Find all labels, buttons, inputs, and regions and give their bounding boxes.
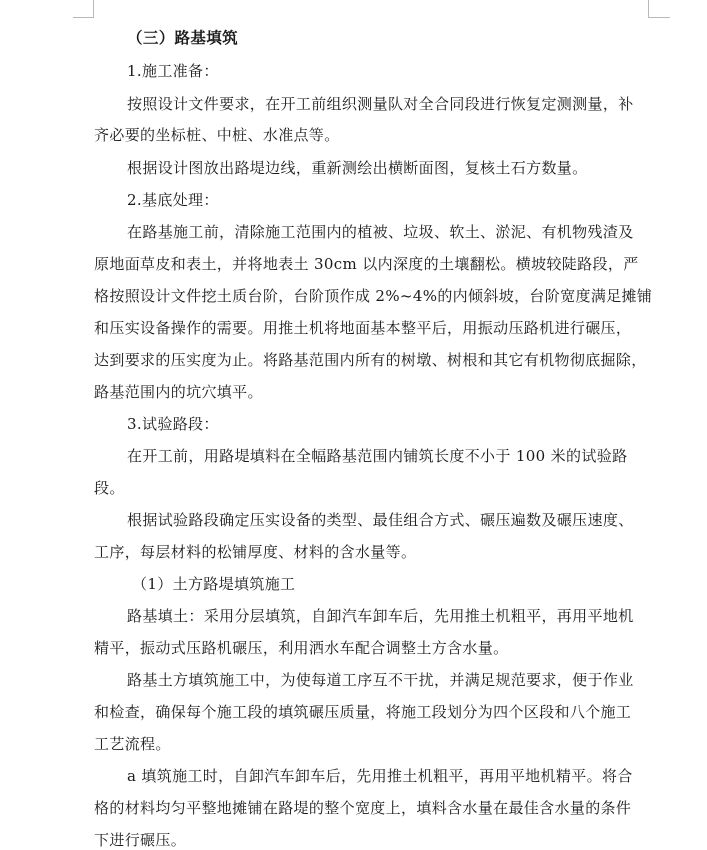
paragraph-line: 和压实设备操作的需要。用推土机将地面基本整平后，用振动压路机进行碾压， <box>94 319 632 337</box>
paragraph-line: 在路基施工前，清除施工范围内的植被、垃圾、软土、淤泥、有机物残渣及 <box>127 223 634 241</box>
subsection-heading: 3.试验路段： <box>127 415 219 433</box>
paragraph-line: 根据设计图放出路堤边线，重新测绘出横断面图，复核土石方数量。 <box>127 159 588 177</box>
paragraph-line: 工序，每层材料的松铺厚度、材料的含水量等。 <box>94 543 417 561</box>
crop-mark-top-right <box>648 0 649 17</box>
paragraph-line: 达到要求的压实度为止。将路基范围内所有的树墩、树根和其它有机物彻底掘除， <box>94 351 647 369</box>
paragraph-line: 在开工前，用路堤填料在全幅路基范围内铺筑长度不小于 100 米的试验路 <box>127 447 628 465</box>
paragraph-line: 下进行碾压。 <box>94 831 187 849</box>
paragraph-line: 和检查，确保每个施工段的填筑碾压质量，将施工段划分为四个区段和八个施工 <box>94 703 632 721</box>
subsection-heading: 1.施工准备： <box>127 62 219 80</box>
paragraph-line: 工艺流程。 <box>94 735 171 753</box>
paragraph-line: 精平，振动式压路机碾压，利用洒水车配合调整土方含水量。 <box>94 639 509 657</box>
paragraph-line: 格按照设计文件挖土质台阶，台阶顶作成 2%~4%的内倾斜坡，台阶宽度满足摊铺 <box>94 287 653 305</box>
paragraph-line: 按照设计文件要求，在开工前组织测量队对全合同段进行恢复定测测量，补 <box>127 95 634 113</box>
crop-mark-top-right <box>648 17 670 18</box>
paragraph-line: 根据试验路段确定压实设备的类型、最佳组合方式、碾压遍数及碾压速度、 <box>127 511 634 529</box>
paragraph-line: 原地面草皮和表土，并将地表土 30cm 以内深度的土壤翻松。横坡较陡路段，严 <box>94 255 639 273</box>
crop-mark-top-left <box>93 0 94 17</box>
paragraph-line: 齐必要的坐标桩、中桩、水准点等。 <box>94 126 340 144</box>
paragraph-line: 路基填土：采用分层填筑，自卸汽车卸车后，先用推土机粗平，再用平地机 <box>127 607 634 625</box>
section-heading: （三）路基填筑 <box>127 28 238 47</box>
crop-mark-top-left <box>73 17 94 18</box>
subsection-heading: （1）土方路堤填筑施工 <box>132 575 296 593</box>
paragraph-line: a 填筑施工时，自卸汽车卸车后，先用推土机粗平，再用平地机精平。将合 <box>127 767 633 785</box>
paragraph-line: 路基土方填筑施工中，为使每道工序互不干扰，并满足规范要求，便于作业 <box>127 671 634 689</box>
paragraph-line: 段。 <box>94 479 125 497</box>
subsection-heading: 2.基底处理： <box>127 191 219 209</box>
paragraph-line: 格的材料均匀平整地摊铺在路堤的整个宽度上，填料含水量在最佳含水量的条件 <box>94 799 632 817</box>
paragraph-line: 路基范围内的坑穴填平。 <box>94 383 263 401</box>
